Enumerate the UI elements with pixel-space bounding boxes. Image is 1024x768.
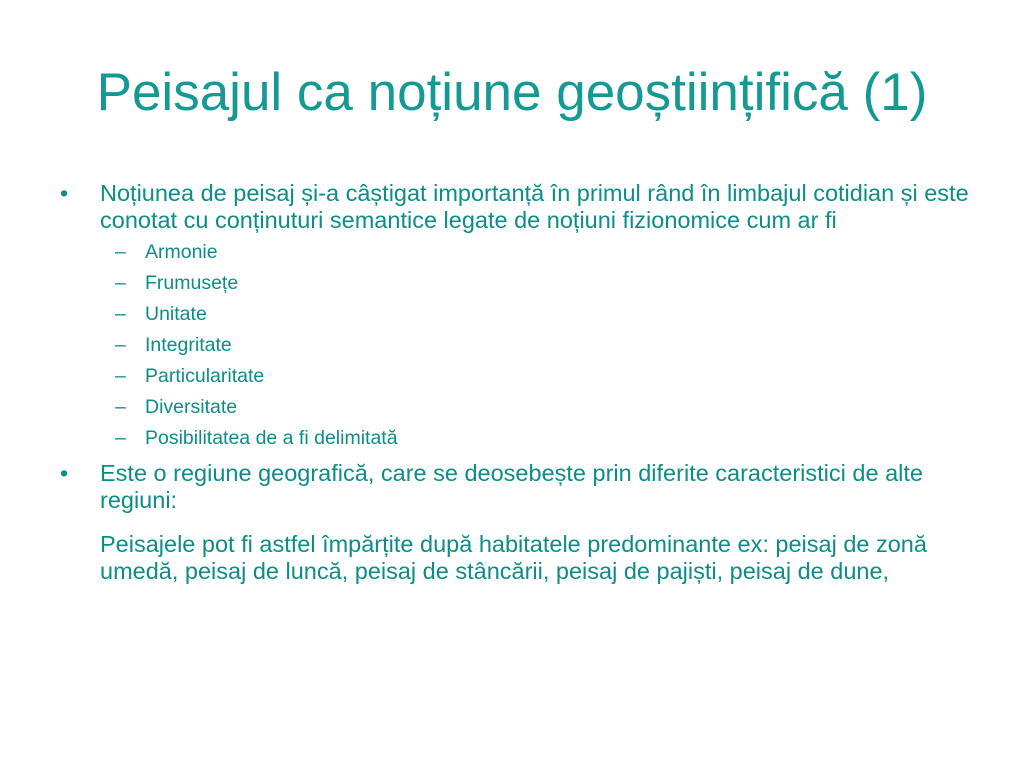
dash-marker: –: [115, 334, 126, 356]
bullet-item-1: [58, 180, 978, 234]
slide-body: [58, 180, 978, 585]
bullet-item-1-text: Noțiunea de peisaj și-a câștigat importanță în primul rând în limbajul cotidian și este conotat cu conținuturi semantice legate de noțiuni fizionomice cum ar fi: [100, 180, 969, 233]
sub-item-label: Diversitate: [145, 396, 238, 418]
bullet-marker: •: [60, 180, 69, 206]
dash-marker: –: [115, 427, 126, 449]
dash-marker: –: [115, 365, 126, 387]
bullet-item-2-text: Este o regiune geografică, care se deosebește prin diferite caracteristici de alte regiuni:: [100, 460, 923, 513]
sub-item-label: Integritate: [145, 334, 232, 356]
sub-item-integritate: [58, 334, 978, 365]
bullet-1-sublist: [58, 241, 978, 458]
dash-marker: –: [115, 241, 126, 263]
slide-title: Peisajul ca noțiune geoștiințifică (1): [96, 63, 928, 122]
sub-item-armonie: [58, 241, 978, 272]
dash-marker: –: [115, 303, 126, 325]
bullet-item-2-continuation: Peisajele pot fi astfel împărțite după habitatele predominante ex: peisaj de zonă umedă, peisaj de luncă, peisaj de stâncării, peisaj de pajiști, peisaj de dune,: [100, 531, 927, 584]
sub-item-label: Unitate: [145, 303, 207, 325]
bullet-marker: •: [60, 460, 69, 486]
sub-item-label: Armonie: [145, 241, 218, 263]
dash-marker: –: [115, 272, 126, 294]
dash-marker: –: [115, 396, 126, 418]
sub-item-particularitate: [58, 365, 978, 396]
sub-item-frumusete: [58, 272, 978, 303]
sub-item-diversitate: [58, 396, 978, 427]
bullet-item-2: [58, 460, 978, 514]
sub-item-posibilitatea: [58, 427, 978, 458]
sub-item-label: Frumusețe: [145, 272, 239, 294]
sub-item-unitate: [58, 303, 978, 334]
sub-item-label: Posibilitatea de a fi delimitată: [145, 427, 398, 449]
sub-item-label: Particularitate: [145, 365, 265, 387]
